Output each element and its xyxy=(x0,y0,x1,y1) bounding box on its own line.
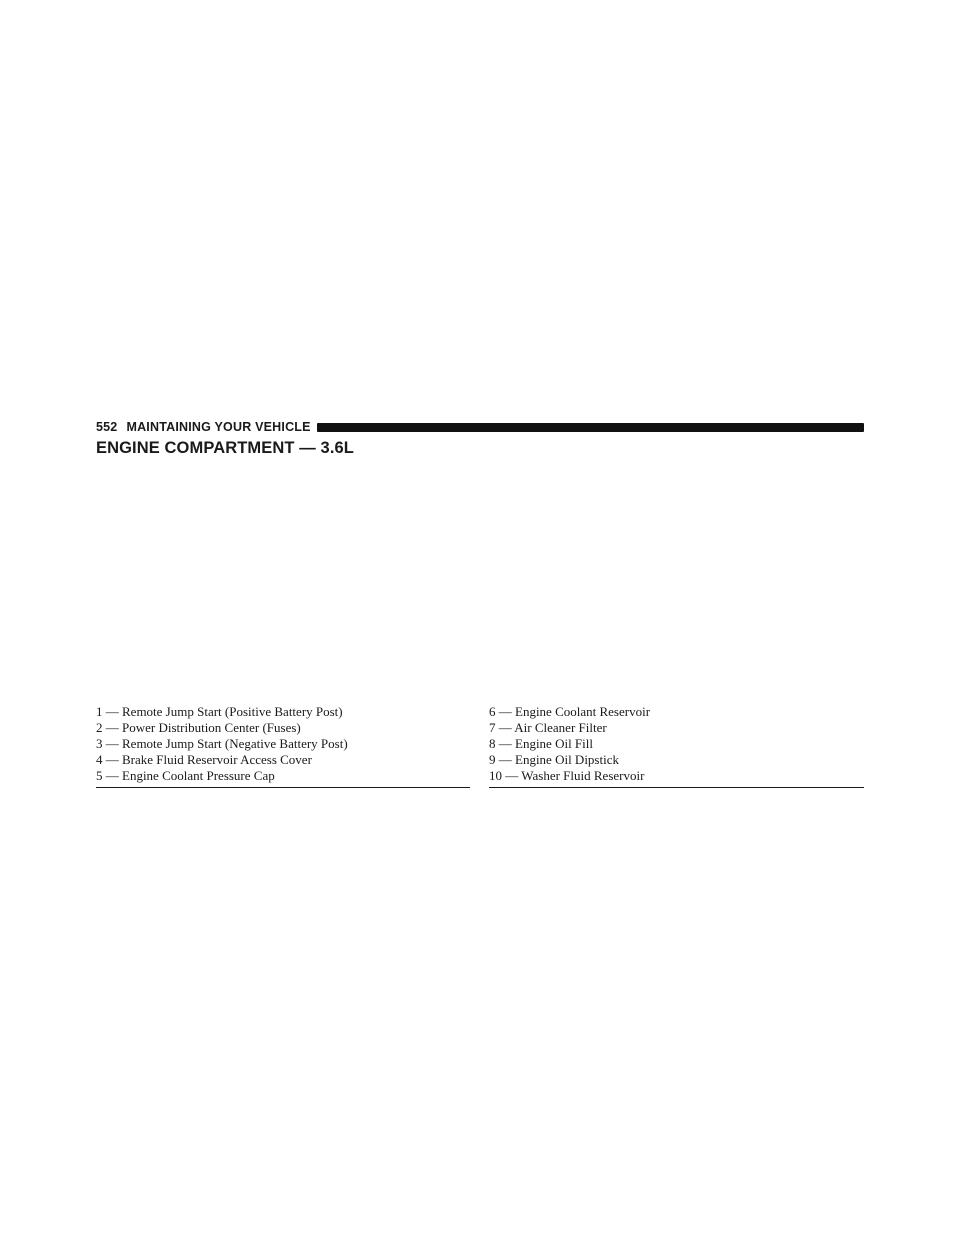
legend-item: 7 — Air Cleaner Filter xyxy=(489,720,607,735)
page-heading: ENGINE COMPARTMENT — 3.6L xyxy=(96,439,354,457)
header-rule xyxy=(317,423,864,432)
legend-item: 4 — Brake Fluid Reservoir Access Cover xyxy=(96,752,312,767)
section-title: MAINTAINING YOUR VEHICLE xyxy=(126,420,311,434)
legend-item: 1 — Remote Jump Start (Positive Battery Post) xyxy=(96,704,343,719)
running-header xyxy=(96,418,864,436)
legend-left-column xyxy=(96,704,470,788)
legend-item: 6 — Engine Coolant Reservoir xyxy=(489,704,651,719)
legend-item: 9 — Engine Oil Dipstick xyxy=(489,752,619,767)
legend-item: 5 — Engine Coolant Pressure Cap xyxy=(96,768,275,783)
legend-right-column xyxy=(489,704,864,788)
legend-item: 2 — Power Distribution Center (Fuses) xyxy=(96,720,301,735)
page-number: 552 xyxy=(96,420,118,434)
legend-item: 8 — Engine Oil Fill xyxy=(489,736,593,751)
legend-item: 10 — Washer Fluid Reservoir xyxy=(489,768,645,783)
legend-item: 3 — Remote Jump Start (Negative Battery Post) xyxy=(96,736,348,751)
